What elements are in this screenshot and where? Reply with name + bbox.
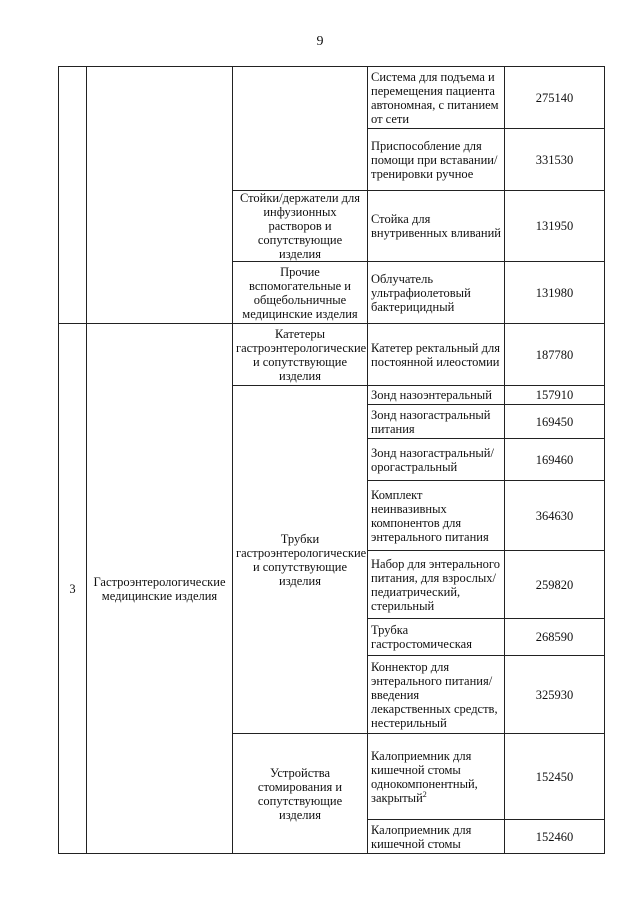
subgroup-name: Устройства стомирования и сопутствующие изделия [233,734,368,854]
item-name: Система для подъема и перемещения пациента автономная, с питанием от сети [368,67,505,129]
item-code: 364630 [505,481,605,551]
table-row [59,67,605,129]
item-name: Облучатель ультрафиолетовый бактерицидный [368,262,505,324]
item-code: 268590 [505,619,605,656]
item-code: 157910 [505,386,605,405]
item-name: Коннектор для энтерального питания/введения лекарственных средств, нестерильный [368,656,505,734]
page-number: 9 [316,34,324,49]
item-name: Комплект неинвазивных компонентов для энтерального питания [368,481,505,551]
item-name: Трубка гастростомическая [368,619,505,656]
group-name: Гастроэнтерологические медицинские изделия [87,324,233,854]
footnote-marker: 2 [422,789,427,799]
item-code: 131980 [505,262,605,324]
item-code: 187780 [505,324,605,386]
item-code: 169450 [505,405,605,439]
item-code: 169460 [505,439,605,481]
item-code: 131950 [505,191,605,262]
item-name: Приспособление для помощи при вставании/тренировки ручное [368,129,505,191]
section-number: 3 [59,324,87,854]
subgroup-cell-continued [233,67,368,191]
item-name: Набор для энтерального питания, для взрослых/ педиатрический, стерильный [368,551,505,619]
item-name: Зонд назогастральный/ орогастральный [368,439,505,481]
group-cell-continued [87,67,233,324]
device-table [58,66,605,854]
item-name: Стойка для внутривенных вливаний [368,191,505,262]
item-code: 152450 [505,734,605,820]
table-row [59,324,605,386]
subgroup-name: Стойки/держатели для инфузионных растворов и сопутствующие изделия [233,191,368,262]
item-name: Зонд назоэнтеральный [368,386,505,405]
item-name [368,734,505,820]
item-code: 331530 [505,129,605,191]
section-number-cell-continued [59,67,87,324]
item-code: 275140 [505,67,605,129]
item-name: Калоприемник для кишечной стомы [368,820,505,854]
item-code: 152460 [505,820,605,854]
item-code: 325930 [505,656,605,734]
item-name: Катетер ректальный для постоянной илеостомии [368,324,505,386]
subgroup-name: Прочие вспомогательные и общебольничные медицинские изделия [233,262,368,324]
item-name-text: Калоприемник для кишечной стомы однокомпонентный, закрытый [371,748,478,805]
subgroup-name: Трубки гастроэнтерологические и сопутствующие изделия [233,386,368,734]
item-code: 259820 [505,551,605,619]
subgroup-name: Катетеры гастроэнтерологические и сопутствующие изделия [233,324,368,386]
item-name: Зонд назогастральный питания [368,405,505,439]
